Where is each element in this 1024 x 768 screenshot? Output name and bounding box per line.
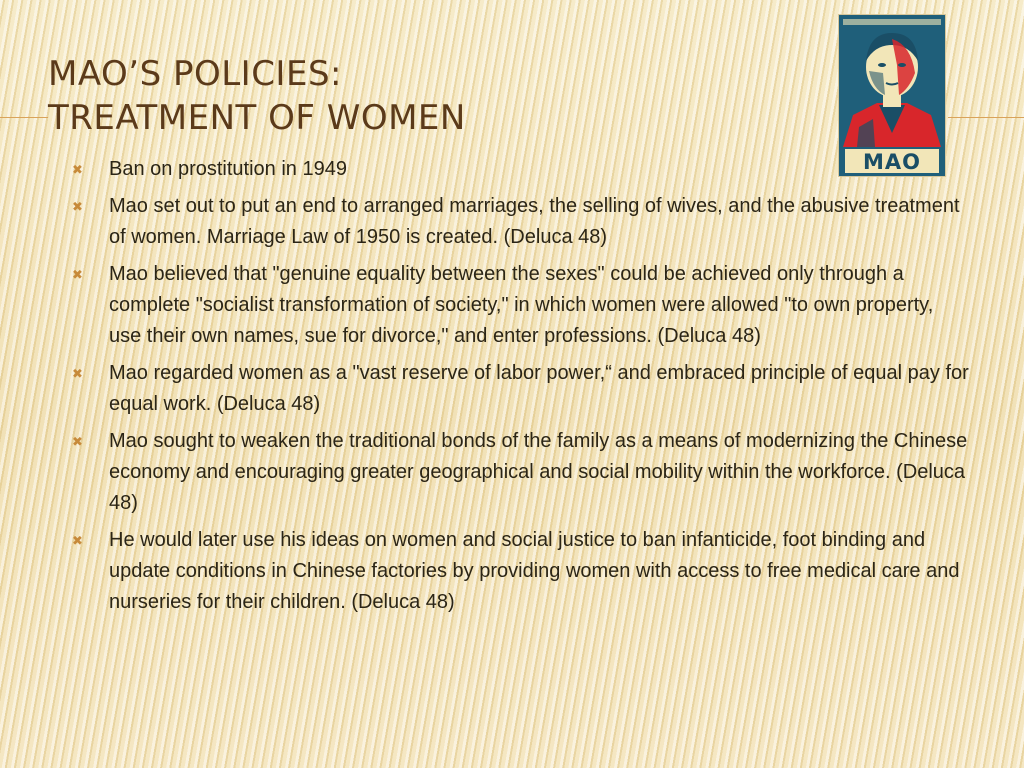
slide-title [48,52,466,140]
x-mark-icon: ✖ [72,267,83,282]
x-mark-icon: ✖ [72,199,83,214]
bullet-text: He would later use his ideas on women and social justice to ban infanticide, foot binding and update conditions in Chinese factories by providing women with access to free medical care and nurseries for their children. (Deluca 48) [109,529,960,613]
title-rule-right [948,117,1024,118]
bullet-text: Mao set out to put an end to arranged marriages, the selling of wives, and the abusive treatment of women. Marriage Law of 1950 is created. (Deluca 48) [109,195,960,248]
bullet-item [72,358,969,420]
bullet-item [72,191,969,253]
slide-title-line-1: MAO’S POLICIES: [48,54,342,94]
bullet-text: Ban on prostitution in 1949 [109,158,347,180]
bullet-list [72,154,972,624]
bullet-text: Mao sought to weaken the traditional bonds of the family as a means of modernizing the Chinese economy and encouraging greater geographical and social mobility within the workforce. (Deluca 48) [109,430,968,514]
x-mark-icon: ✖ [72,533,83,548]
bullet-item [72,525,969,618]
poster-caption: MAO [862,150,921,174]
title-rule-left [0,117,48,118]
x-mark-icon: ✖ [72,162,83,177]
bullet-item [72,259,969,352]
bullet-item [72,426,969,519]
bullet-item [72,154,969,185]
x-mark-icon: ✖ [72,434,83,449]
mao-poster-image [839,15,945,176]
x-mark-icon: ✖ [72,366,83,381]
bullet-text: Mao regarded women as a "vast reserve of labor power,“ and embraced principle of equal pay for equal work. (Deluca 48) [109,362,969,415]
slide-title-line-2: TREATMENT OF WOMEN [48,98,466,138]
bullet-text: Mao believed that "genuine equality between the sexes" could be achieved only through a complete "socialist transformation of society," in which women were allowed "to own property, use their own names, sue for divorce," and enter professions. (Deluca 48) [109,263,934,347]
